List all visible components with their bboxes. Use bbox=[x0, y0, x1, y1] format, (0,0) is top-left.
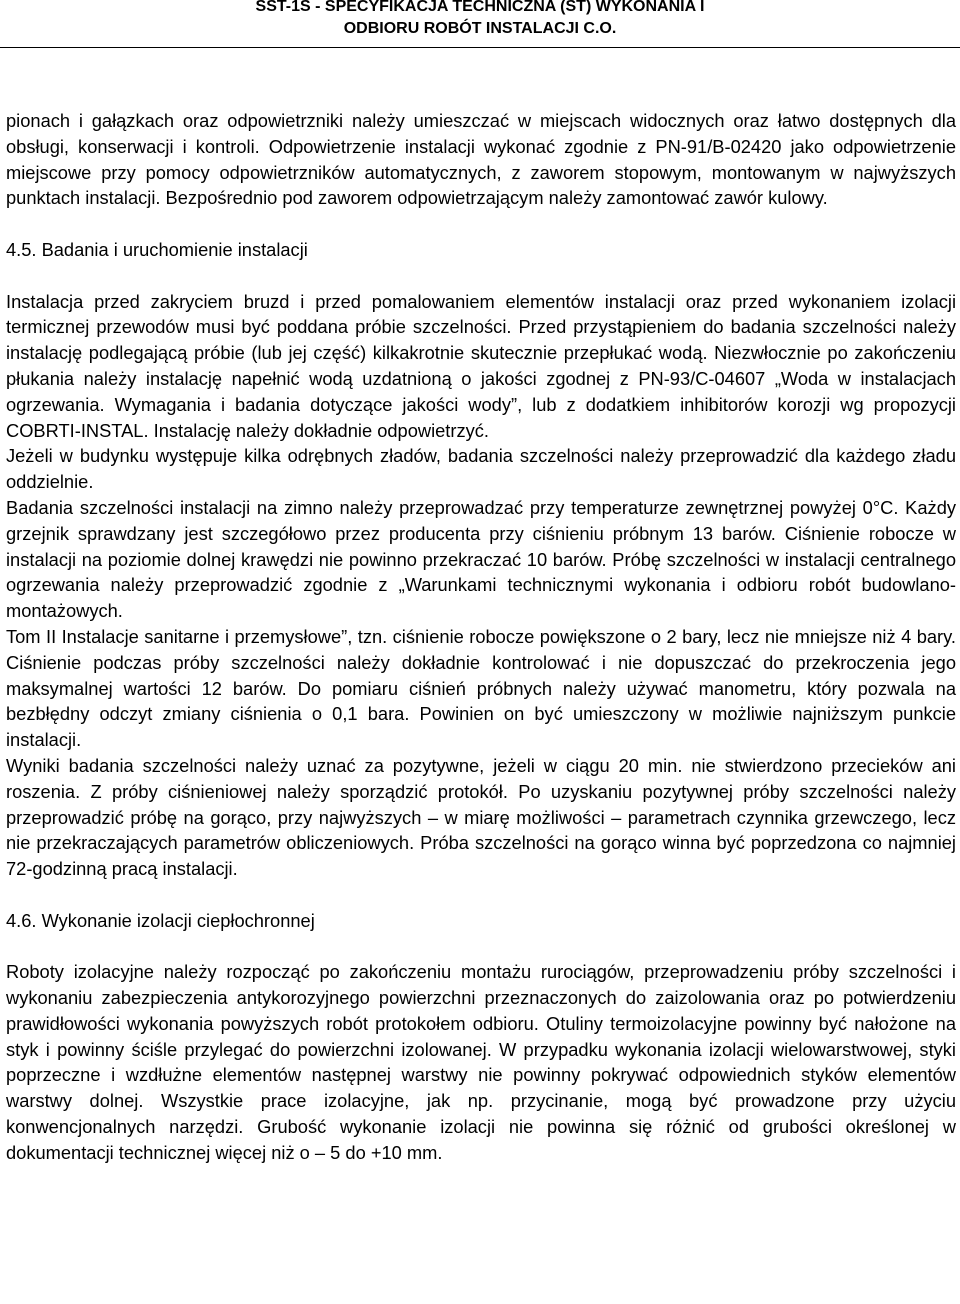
header-title-line-2: ODBIORU ROBÓT INSTALACJI C.O. bbox=[343, 20, 617, 37]
header-title-line-1: SST-1S - SPECYFIKACJA TECHNICZNA (ST) WYKONANIA I bbox=[255, 0, 705, 15]
spacer bbox=[6, 211, 956, 237]
section-4-5-paragraph: Badania szczelności instalacji na zimno należy przeprowadzać przy temperaturze zewnętrznej powyżej 0°C. Każdy grzejnik sprawdzany jest szczegółowo przez producenta przy ciśnieniu próbnym 13 barów. Ciśnienie robocze w instalacji na poziomie dolnej krawędzi nie powinno przekraczać 10 barów. Próbę szczelności w instalacji centralnego ogrzewania należy przeprowadzić zgodnie z „Warunkami technicznymi wykonania i odbioru robót budowlano-montażowych. bbox=[6, 496, 956, 622]
document-body bbox=[6, 108, 956, 1166]
document-header bbox=[0, 0, 960, 40]
spacer bbox=[6, 263, 956, 289]
header-divider bbox=[0, 47, 960, 48]
section-4-6-heading: 4.6. Wykonanie izolacji ciepłochronnej bbox=[6, 909, 315, 931]
spacer bbox=[6, 934, 956, 960]
section-4-5-paragraph: Tom II Instalacje sanitarne i przemysłowe”, tzn. ciśnienie robocze powiększone o 2 bary, lecz nie mniejsze niż 4 bary. Ciśnienie podczas próby szczelności należy dokładnie kontrolować i nie dopuszczać do przekroczenia jego maksymalnej wartości 12 barów. Do pomiaru ciśnień próbnych należy używać manometru, który pozwala na bezbłędny odczyt zmiany ciśnienia o 0,1 bara. Powinien on być umieszczony w możliwie najniższym punkcie instalacji. bbox=[6, 625, 956, 751]
section-4-6-paragraph: Roboty izolacyjne należy rozpocząć po zakończeniu montażu rurociągów, przeprowadzeniu próby szczelności i wykonaniu zabezpieczenia antykorozyjnego powierzchni przeznaczonych do zaizolowania oraz po potwierdzeniu prawidłowości wykonania powyższych robót protokołem odbioru. Otuliny termoizolacyjne powinny być nałożone na styk i powinny ściśle przylegać do powierzchni izolowanej. W przypadku wykonania izolacji wielowarstwowej, styki poprzeczne i wzdłużne elementów następnej warstwy nie powinny pokrywać odpowiednich styków elementów warstwy dolnej. Wszystkie prace izolacyjne, jak np. przycinanie, mogą być prowadzone przy użyciu konwencjonalnych narzędzi. Grubość wykonanie izolacji nie powinna się różnić od grubości określonej w dokumentacji technicznej więcej niż o – 5 do +10 mm. bbox=[6, 961, 956, 1163]
spacer bbox=[6, 882, 956, 908]
section-4-5-heading: 4.5. Badania i uruchomienie instalacji bbox=[6, 238, 308, 260]
intro-paragraph: pionach i gałązkach oraz odpowietrzniki należy umieszczać w miejscach widocznych oraz łatwo dostępnych dla obsługi, konserwacji i kontroli. Odpowietrzenie instalacji wykonać zgodnie z PN-91/B-02420 jako odpowietrzenie miejscowe przy pomocy odpowietrzników automatycznych, z zaworem stopowym, montowanym w najwyższych punktach instalacji. Bezpośrednio pod zaworem odpowietrzającym należy zamontować zawór kulowy. bbox=[6, 110, 956, 209]
section-4-5-paragraph: Wyniki badania szczelności należy uznać za pozytywne, jeżeli w ciągu 20 min. nie stwierdzono przecieków ani roszenia. Z próby ciśnieniowej należy sporządzić protokół. Po uzyskaniu pozytywnej próby szczelności należy przeprowadzić próbę na gorąco, przy najwyższych – w miarę możliwości – parametrach czynnika grzewczego, lecz nie przekraczających parametrów obliczeniowych. Próba szczelności na gorąco winna być poprzedzona co najmniej 72-godzinną pracą instalacji. bbox=[6, 754, 956, 880]
section-4-5-paragraph: Instalacja przed zakryciem bruzd i przed pomalowaniem elementów instalacji oraz przed wykonaniem izolacji termicznej przewodów musi być poddana próbie szczelności. Przed przystąpieniem do badania szczelności należy instalację podlegającą próbie (lub jej część) kilkakrotnie skutecznie przepłukać wodą. Niezwłocznie po zakończeniu płukania należy instalację napełnić wodą uzdatnioną o jakości zgodnej z PN-93/C-04607 „Woda w instalacjach ogrzewania. Wymagania i badania dotyczące jakości wody”, lub z dodatkiem inhibitorów korozji wg propozycji COBRTI-INSTAL. Instalację należy dokładnie odpowietrzyć. bbox=[6, 290, 956, 441]
section-4-5-paragraph: Jeżeli w budynku występuje kilka odrębnych zładów, badania szczelności należy przeprowadzić dla każdego zładu oddzielnie. bbox=[6, 445, 956, 493]
